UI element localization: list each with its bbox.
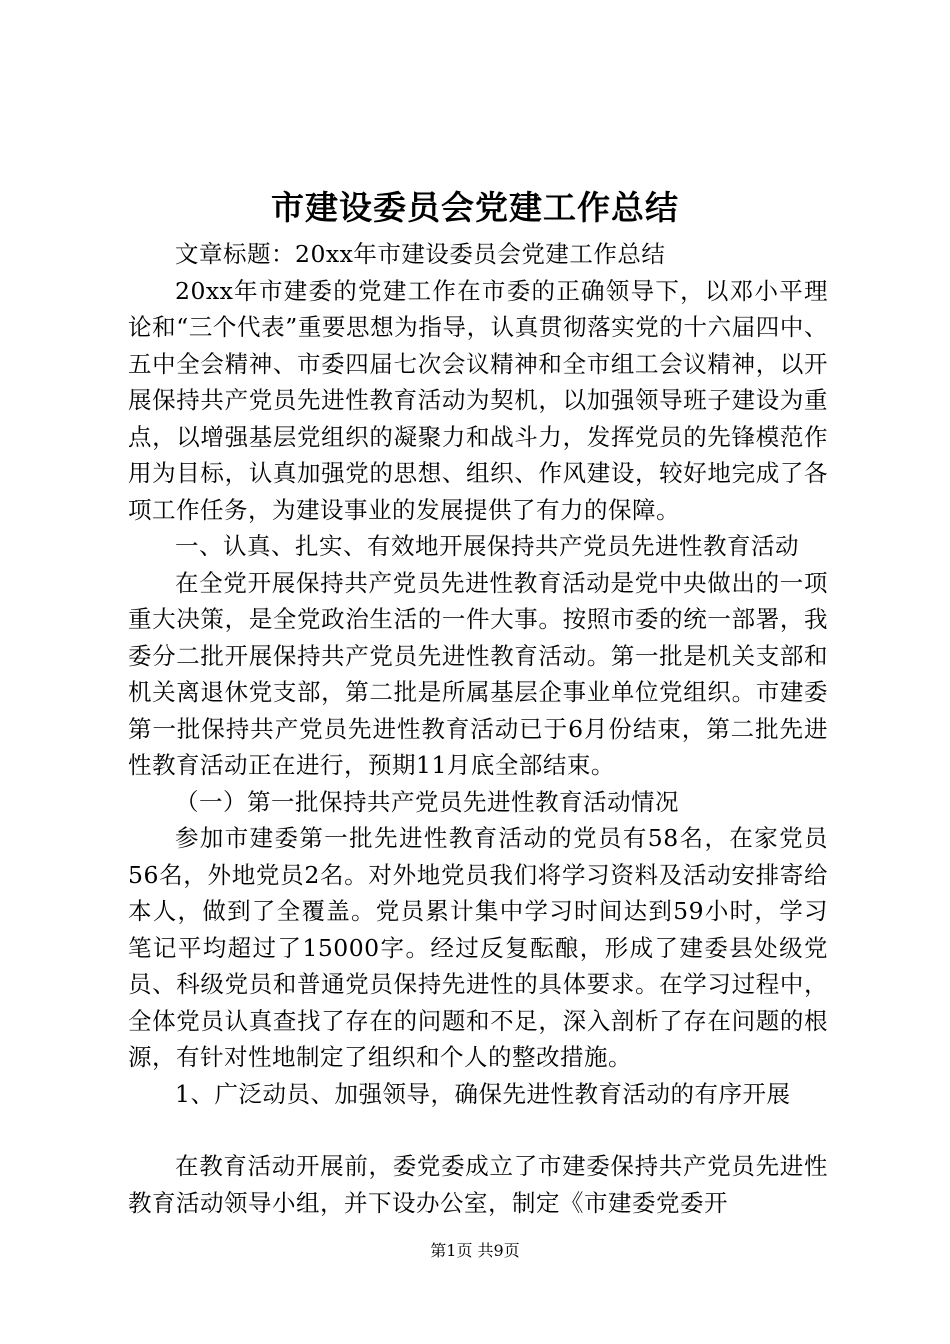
article-title-line: 文章标题：20xx年市建设委员会党建工作总结	[175, 240, 666, 268]
section-1-paragraph: 在全党开展保持共产党员先进性教育活动是党中央做出的一项重大决策，是全党政治生活的一件大事。按照市委的统一部署，我委分二批开展保持共产党员先进性教育活动。第一批是机关支部和机关离退休党支部，第二批是所属基层企事业单位党组织。市建委第一批保持共产党员先进性教育活动已于6月份结束，第二批先进性教育活动正在进行，预期11月底全部结束。	[128, 568, 828, 779]
subsection-1-paragraph: 参加市建委第一批先进性教育活动的党员有58名，在家党员56名，外地党员2名。对外地党员我们将学习资料及活动安排寄给本人，做到了全覆盖。党员累计集中学习时间达到59小时，学习笔记平均超过了15000字。经过反复酝酿，形成了建委县处级党员、科级党员和普通党员保持先进性的具体要求。在学习过程中，全体党员认真查找了存在的问题和不足，深入剖析了存在问题的根源，有针对性地制定了组织和个人的整改措施。	[128, 824, 828, 1071]
page-footer: 第1页 共9页	[430, 1241, 520, 1260]
document-title: 市建设委员会党建工作总结	[271, 188, 679, 227]
item-heading-1: 1、广泛动员、加强领导，确保先进性教育活动的有序开展	[175, 1079, 791, 1108]
section-heading-1: 一、认真、扎实、有效地开展保持共产党员先进性教育活动	[175, 532, 799, 560]
subsection-heading-1: （一）第一批保持共产党员先进性教育活动情况	[175, 787, 679, 816]
document-body	[128, 236, 828, 1221]
intro-paragraph: 20xx年市建委的党建工作在市委的正确领导下，以邓小平理论和“三个代表”重要思想为指导，认真贯彻落实党的十六届四中、五中全会精神、市委四届七次会议精神和全市组工会议精神，以开展保持共产党员先进性教育活动为契机，以加强领导班子建设为重点，以增强基层党组织的凝聚力和战斗力，发挥党员的先锋模范作用为目标，认真加强党的思想、组织、作风建设，较好地完成了各项工作任务，为建设事业的发展提供了有力的保障。	[128, 276, 828, 524]
item-1-paragraph: 在教育活动开展前，委党委成立了市建委保持共产党员先进性教育活动领导小组，并下设办公室，制定《市建委党委开	[128, 1152, 828, 1217]
